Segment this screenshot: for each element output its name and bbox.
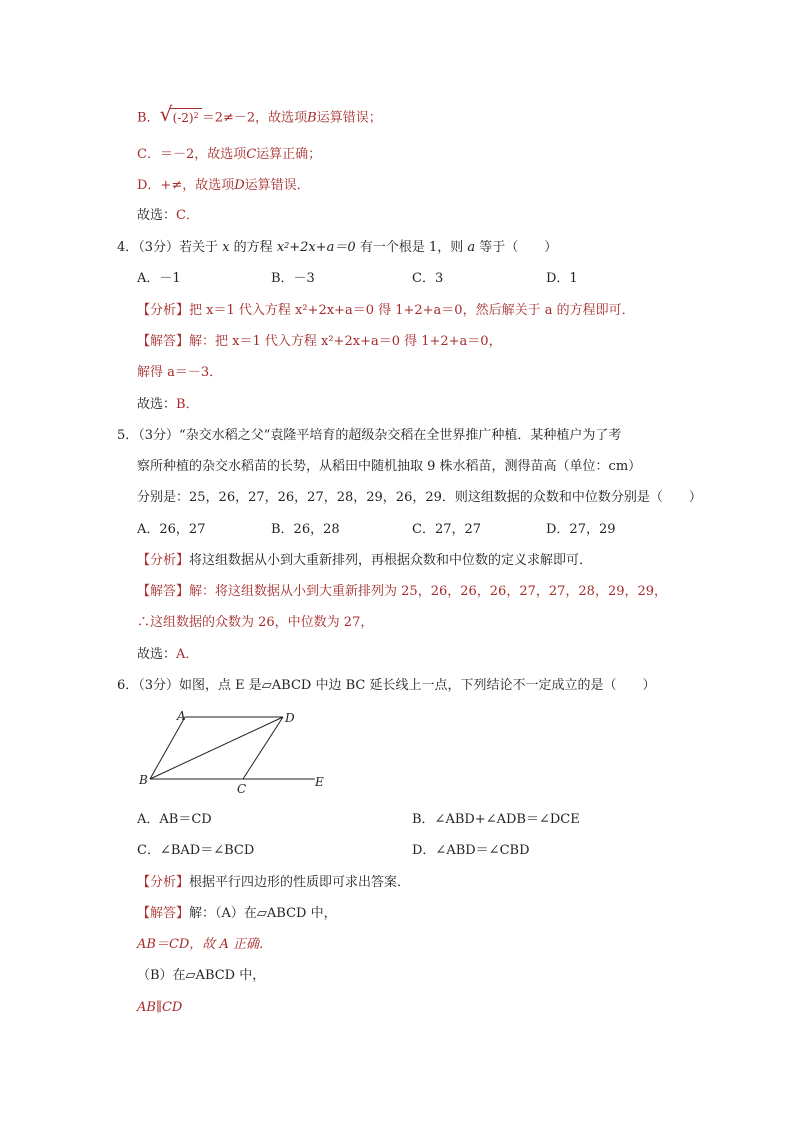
q4-stem: 4．（3分）若关于 x 的方程 $x^2+2x+a=0$ 有一个根是 1，则 a 等于（ ）	[117, 240, 558, 255]
prev-choose: 故选：C．	[137, 208, 199, 223]
prev-option-c: C．＝－2，故选项C运算正确；	[137, 147, 322, 162]
q6-answer: 【解答】解：（A）在▱ABCD 中，	[137, 906, 337, 921]
q5-answer: 【解答】解：将这组数据从小到大重新排列为 25，26，26，26，27，27，28，29，29，	[137, 584, 668, 599]
q5-stem-line2: 察所种植的杂交水稻苗的长势，从稻田中随机抽取 9 株水稻苗，测得苗高（单位：cm）	[137, 459, 642, 474]
q6-option-b: B．∠ABD+∠ADB＝∠DCE	[412, 812, 580, 827]
q5-choose: 故选：A．	[137, 647, 199, 662]
q6-option-a: A．AB＝CD	[137, 812, 212, 827]
q6-answer-line-b: （B）在▱ABCD 中，	[137, 968, 266, 983]
q4-answer: 【解答】解：把 x＝1 代入方程 x²+2x+a＝0 得 1+2+a＝0，	[137, 334, 502, 349]
q6-stem: 6．（3分）如图，点 E 是▱ABCD 中边 BC 延长线上一点，下列结论不一定成立的是（ ）	[117, 678, 656, 693]
sqrt-expression: √ $(-2)^2$	[160, 108, 202, 128]
q5-analysis: 【分析】将这组数据从小到大重新排列，再根据众数和中位数的定义求解即可．	[137, 553, 593, 568]
q4-analysis: 【分析】把 x＝1 代入方程 x²+2x+a＝0 得 1+2+a＝0，然后解关于 a 的方程即可．	[137, 303, 635, 318]
q5-therefore: ∴这组数据的众数为 26，中位数为 27，	[137, 615, 374, 630]
q4-option-d: D．1	[546, 271, 578, 286]
q5-stem-line1: 5．（3分）“杂交水稻之父”袁隆平培育的超级杂交稻在全世界推广种植．某种植户为了考	[117, 428, 622, 443]
label-e: E	[315, 775, 324, 789]
q5-option-c: C．27，27	[412, 522, 482, 537]
q4-solve: 解得 a＝－3．	[137, 365, 223, 380]
label-c: C	[237, 782, 247, 796]
q6-analysis: 【分析】根据平行四边形的性质即可求出答案．	[137, 875, 411, 890]
label-d: D	[285, 711, 295, 725]
q4-option-b: B．－3	[271, 271, 315, 286]
label-b: B	[139, 773, 148, 787]
q5-option-a: A．26，27	[137, 522, 206, 537]
prev-option-d: D．+≠，故选项D运算错误．	[137, 178, 310, 193]
parallelogram-figure	[135, 700, 345, 800]
q5-option-b: B．26，28	[271, 522, 340, 537]
q6-option-d: D．∠ABD＝∠CBD	[412, 843, 530, 858]
q4-choose: 故选：B．	[137, 397, 199, 412]
q6-answer-line-a2: AB＝CD，故 A 正确．	[137, 937, 272, 952]
q6-option-c: C．∠BAD＝∠BCD	[137, 843, 255, 858]
prev-option-b: B． √ $(-2)^2 =2\ne-2$，故选项B运算错误；	[137, 102, 382, 126]
q4-option-a: A．－1	[137, 271, 181, 286]
q6-answer-line-b2: AB∥CD	[137, 1000, 183, 1015]
side-ab	[150, 717, 185, 779]
label-a: A	[177, 709, 186, 723]
q5-stem-line3: 分别是：25，26，27，26，27，28，29，26，29．则这组数据的众数和中位数分别是（ ）	[137, 490, 702, 505]
q4-option-c: C．3	[412, 271, 444, 286]
q5-option-d: D．27，29	[546, 522, 616, 537]
